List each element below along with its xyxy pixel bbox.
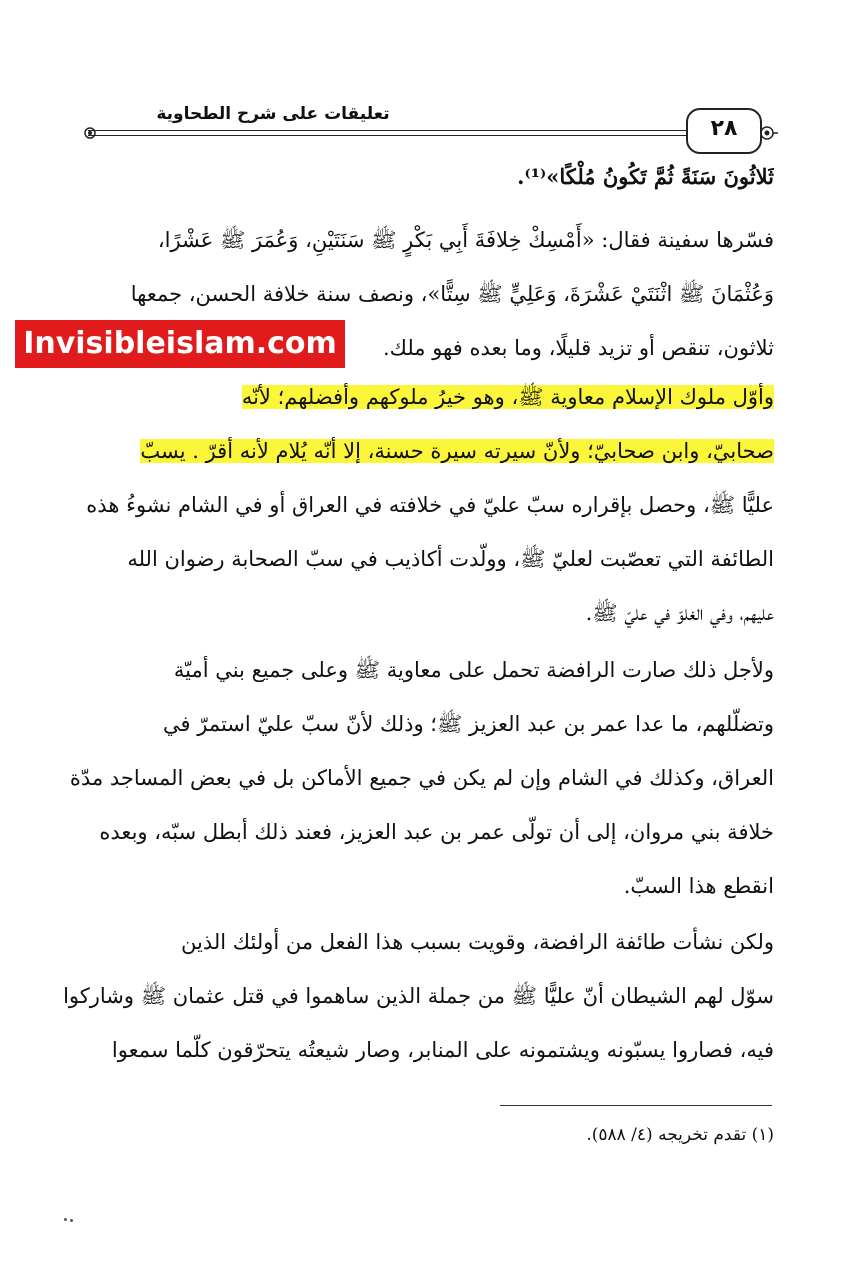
ornament-right-icon	[756, 122, 778, 148]
text-line: ثلاثون، تنقص أو تزيد قليلًا، وما بعده فهو ملك.	[382, 336, 774, 360]
text-line: سوّل لهم الشيطان أنّ عليًّا ﷺ من جملة الذين ساهموا في قتل عثمان ﷺ وشاركوا	[63, 984, 774, 1008]
page-number-frame	[686, 108, 762, 154]
text-line: ولأجل ذلك صارت الرافضة تحمل على معاوية ﷺ وعلى جميع بني أميّة	[173, 658, 774, 682]
text-line: وَعُثْمَانَ ﷺ اثْنَتَيْ عَشْرَةَ، وَعَلِيٍّ ﷺ سِتًّا»، ونصف سنة خلافة الحسن، جمعها	[130, 282, 774, 306]
footnote: (١) تقدم تخريجه (٤/ ٥٨٨).	[586, 1125, 774, 1145]
footnote-rule	[500, 1105, 772, 1106]
text-line: عليهم، وفي الغلوّ في عليّ ﷺ.	[585, 601, 774, 625]
text-line: العراق، وكذلك في الشام وإن لم يكن في جميع الأماكن بل في بعض المساجد مدّة	[69, 766, 774, 790]
watermark-banner: Invisibleislam.com	[15, 320, 345, 368]
highlighted-line: وأوّل ملوك الإسلام معاوية ﷺ، وهو خيرُ ملوكهم وأفضلهم؛ لأنّه	[241, 385, 774, 409]
text-line: وتضلّلهم، ما عدا عمر بن عبد العزيز ﷺ؛ وذلك لأنّ سبّ عليّ استمرّ في	[163, 712, 774, 736]
body-paragraph	[62, 643, 774, 913]
text-line: فسّرها سفينة فقال: «أَمْسِكْ خِلافَةَ أَبِي بَكْرٍ ﷺ سَنَتَيْنِ، وَعُمَرَ ﷺ عَشْرًا،	[157, 228, 774, 252]
header-rule-thin	[88, 135, 686, 136]
text-line: خلافة بني مروان، إلى أن تولّى عمر بن عبد العزيز، فعند ذلك أبطل سبّه، وبعده	[99, 820, 774, 844]
text-line: ولكن نشأت طائفة الرافضة، وقويت بسبب هذا الفعل من أولئك الذين	[181, 930, 774, 954]
text-line: عليًّا ﷺ، وحصل بإقراره سبّ عليّ في خلافته في العراق أو في الشام نشوءُ هذه	[86, 493, 774, 517]
header-rule	[88, 130, 686, 131]
highlighted-paragraph	[62, 370, 774, 640]
text-line: ثَلاثُونَ سَنَةً ثُمَّ تَكُونُ مُلْكًا»⁽¹⁾.	[517, 164, 774, 189]
text-line: الطائفة التي تعصّبت لعليّ ﷺ، وولّدت أكاذيب في سبّ الصحابة رضوان الله	[127, 547, 774, 571]
body-text	[62, 150, 774, 204]
scan-speck	[64, 1218, 67, 1221]
highlighted-line: صحابيّ، وابن صحابيّ؛ ولأنّ سيرته سيرة حسنة، إلا أنّه يُلام لأنه أقرّ . يسبّ	[140, 439, 774, 463]
body-paragraph	[62, 915, 774, 1077]
text-line: فيه، فصاروا يسبّونه ويشتمونه على المنابر، وصار شيعتُه يتحرّقون كلّما سمعوا	[111, 1038, 774, 1062]
book-title: تعليقات على شرح الطحاوية	[156, 104, 390, 124]
scan-speck	[70, 1219, 73, 1222]
page-number: ٢٨	[710, 116, 738, 141]
text-line: انقطع هذا السبّ.	[623, 874, 774, 898]
